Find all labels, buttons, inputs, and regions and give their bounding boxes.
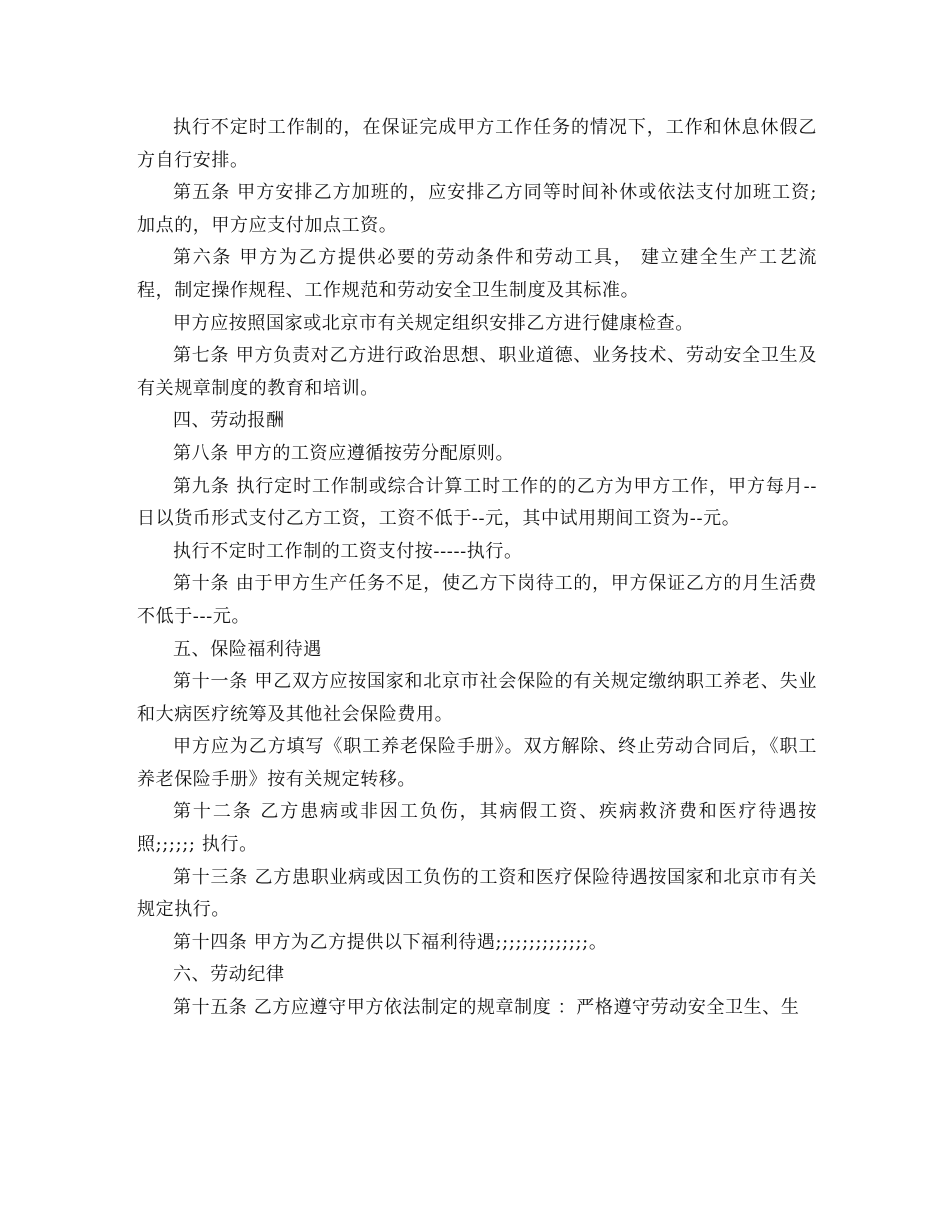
section-heading-insurance: 五、保险福利待遇 [173, 638, 322, 660]
paragraph-article-6: 第六条 甲方为乙方提供必要的劳动条件和劳动工具， 建立建全生产工艺流程，制定操作规程、工作规范和劳动安全卫生制度及其标准。 [137, 247, 817, 301]
paragraph-article-13: 第十三条 乙方患职业病或因工负伤的工资和医疗保险待遇按国家和北京市有关规定执行。 [137, 866, 817, 921]
paragraph-article-15: 第十五条 乙方应遵守甲方依法制定的规章制度 ：严格遵守劳动安全卫生、生 [173, 997, 800, 1019]
paragraph-health-check: 甲方应按照国家或北京市有关规定组织安排乙方进行健康检查。 [173, 312, 694, 334]
paragraph-article-10: 第十条 由于甲方生产任务不足，使乙方下岗待工的，甲方保证乙方的月生活费不低于---元。 [137, 573, 817, 627]
paragraph-article-14: 第十四条 甲方为乙方提供以下福利待遇;;;;;;;;;;;;;;。 [173, 931, 608, 953]
paragraph-pension-handbook: 甲方应为乙方填写《职工养老保险手册》。双方解除、终止劳动合同后，《职工养老保险手册》按有关规定转移。 [137, 736, 817, 790]
paragraph-article-12: 第十二条 乙方患病或非因工负伤，其病假工资、疾病救济费和医疗待遇按照;;;;;; 执行。 [137, 801, 817, 856]
paragraph-article-5: 第五条 甲方安排乙方加班的，应安排乙方同等时间补休或依法支付加班工资;加点的，甲方应支付加点工资。 [137, 182, 817, 236]
paragraph-article-11: 第十一条 甲乙双方应按国家和北京市社会保险的有关规定缴纳职工养老、失业和大病医疗统筹及其他社会保险费用。 [137, 671, 817, 725]
paragraph-flexible-hours: 执行不定时工作制的，在保证完成甲方工作任务的情况下，工作和休息休假乙方自行安排。 [137, 117, 817, 171]
paragraph-article-9: 第九条 执行定时工作制或综合计算工时工作的的乙方为甲方工作，甲方每月--日以货币形式支付乙方工资，工资不低于--元，其中试用期间工资为--元。 [137, 475, 817, 530]
section-heading-discipline: 六、劳动纪律 [173, 964, 285, 986]
paragraph-flexible-pay: 执行不定时工作制的工资支付按-----执行。 [173, 540, 523, 562]
paragraph-article-8: 第八条 甲方的工资应遵循按劳分配原则。 [173, 442, 515, 464]
paragraph-article-7: 第七条 甲方负责对乙方进行政治思想、职业道德、业务技术、劳动安全卫生及有关规章制度的教育和培训。 [137, 345, 817, 399]
document-body [137, 112, 817, 1025]
section-heading-remuneration: 四、劳动报酬 [173, 410, 285, 432]
